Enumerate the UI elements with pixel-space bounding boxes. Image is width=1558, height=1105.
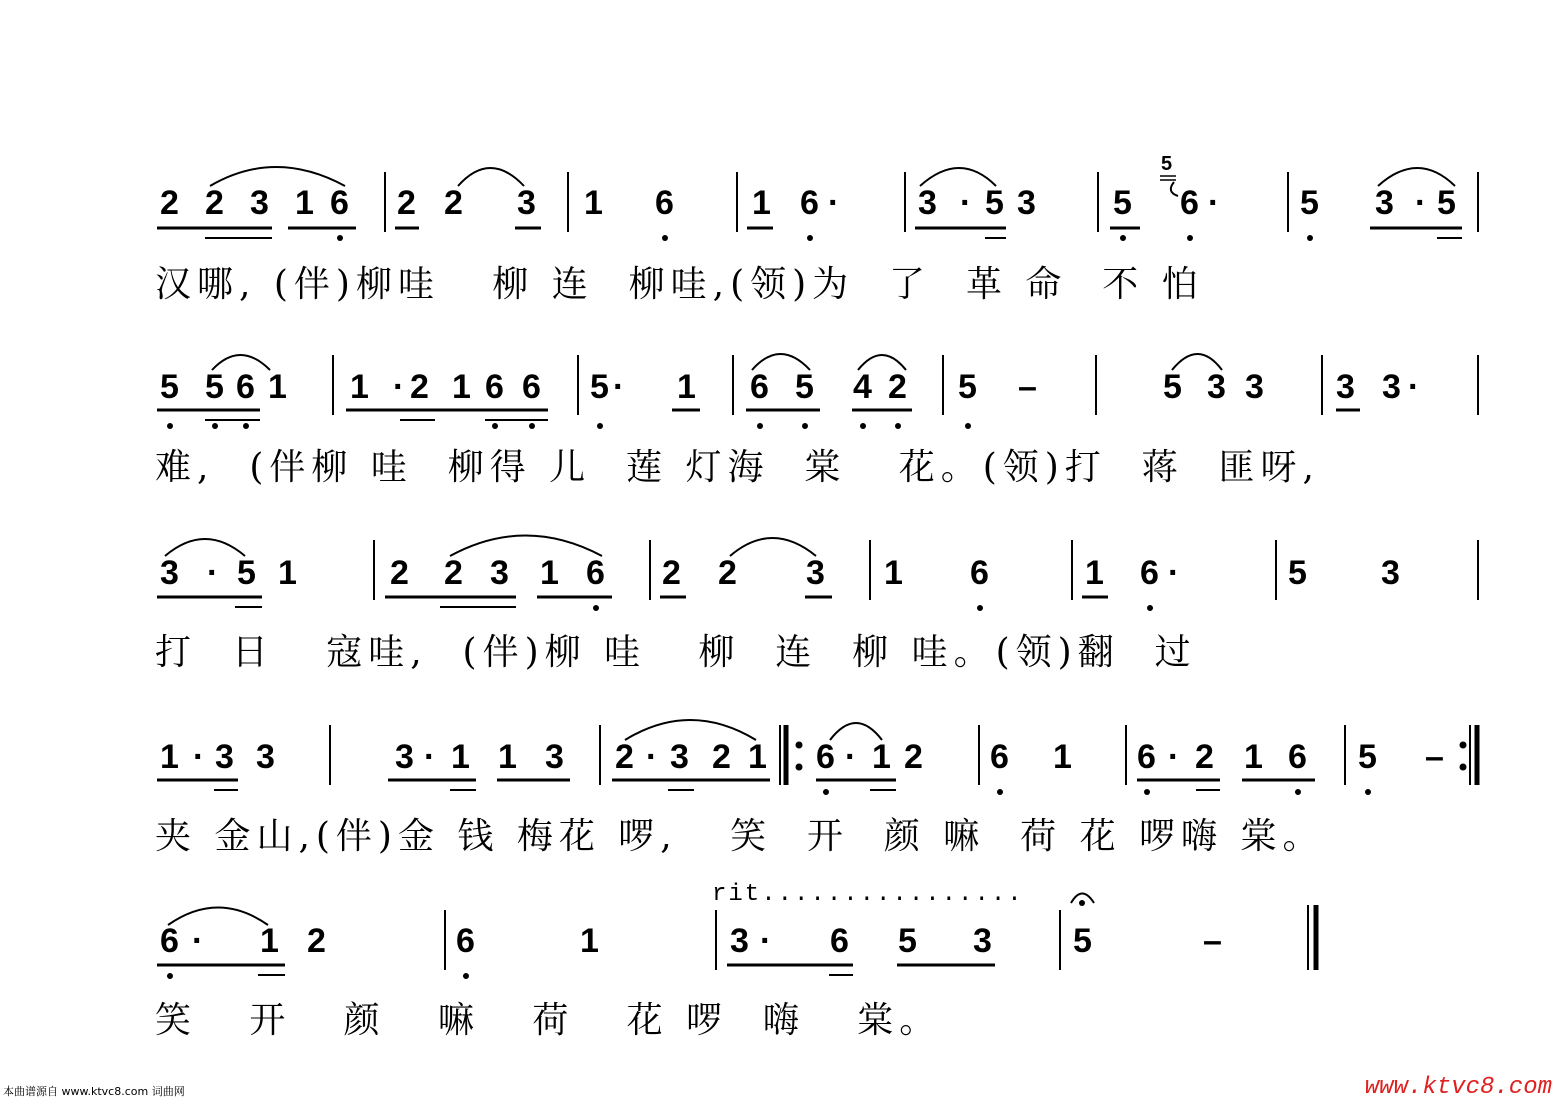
note-digit: 6 xyxy=(330,184,349,222)
note-digit: 1 xyxy=(268,368,287,406)
note-digit: 5 xyxy=(1288,554,1307,592)
low-octave-dot xyxy=(593,605,599,611)
rit-marking: rit................ xyxy=(712,881,1024,908)
note-digit: 6 xyxy=(1180,184,1199,222)
note-digit: 2 xyxy=(718,554,737,592)
note-digit: 5 xyxy=(958,368,977,406)
note-digit: 2 xyxy=(444,184,463,222)
note-digit: 6 xyxy=(160,922,179,960)
lyric-line-4: 夹 金山,(伴)金 钱 梅花 啰, 笑 开 颜 嘛 荷 花 啰嗨 棠。 xyxy=(155,816,1325,857)
note-digit: 5 xyxy=(1073,922,1092,960)
note-digit: 5 xyxy=(985,184,1004,222)
note-digit: 2 xyxy=(662,554,681,592)
note-digit: 2 xyxy=(444,554,463,592)
note-digit: 5 xyxy=(237,554,256,592)
note-digit: 1 xyxy=(278,554,297,592)
low-octave-dot xyxy=(1187,235,1193,241)
low-octave-dot xyxy=(757,423,763,429)
note-digit: 2 xyxy=(410,368,429,406)
lyric-line-3: 打 日 寇哇, (伴)柳 哇 柳 连 柳 哇。(领)翻 过 xyxy=(155,632,1197,673)
dot-extension: · xyxy=(1408,368,1420,406)
note-digit: 3 xyxy=(256,738,275,776)
note-digit: 1 xyxy=(677,368,696,406)
note-digit: 5 xyxy=(1437,184,1456,222)
low-octave-dot xyxy=(492,423,498,429)
low-octave-dot xyxy=(1365,789,1371,795)
note-digit: 1 xyxy=(872,738,891,776)
note-digit: 1 xyxy=(1085,554,1104,592)
note-digit: 2 xyxy=(390,554,409,592)
note-digit: 2 xyxy=(160,184,179,222)
note-digit: 1 xyxy=(540,554,559,592)
low-octave-dot xyxy=(977,605,983,611)
low-octave-dot xyxy=(212,423,218,429)
note-digit: 1 xyxy=(160,738,179,776)
note-digit: 3 xyxy=(545,738,564,776)
note-digit: 6 xyxy=(816,738,835,776)
low-octave-dot xyxy=(997,789,1003,795)
low-octave-dot xyxy=(662,235,668,241)
note-digit: 6 xyxy=(456,922,475,960)
note-digit: 1 xyxy=(1053,738,1072,776)
source-credit: 本曲谱源自 www.ktvc8.com 词曲网 xyxy=(3,1085,185,1098)
note-digit: 2 xyxy=(1195,738,1214,776)
low-octave-dot xyxy=(337,235,343,241)
note-digit: 3 xyxy=(918,184,937,222)
dot-extension: · xyxy=(960,184,972,222)
note-digit: 3 xyxy=(517,184,536,222)
low-octave-dot xyxy=(802,423,808,429)
note-digit: 5 xyxy=(590,368,609,406)
dot-extension: · xyxy=(760,922,772,960)
dot-extension: · xyxy=(192,922,204,960)
note-digit: 3 xyxy=(670,738,689,776)
note-digit: 6 xyxy=(1288,738,1307,776)
low-octave-dot xyxy=(823,789,829,795)
note-digit: 2 xyxy=(205,184,224,222)
note-digit: 3 xyxy=(1375,184,1394,222)
note-digit: 3 xyxy=(250,184,269,222)
dash-extension: – xyxy=(1425,738,1444,776)
low-octave-dot xyxy=(895,423,901,429)
note-digit: 5 xyxy=(1358,738,1377,776)
note-digit: 6 xyxy=(830,922,849,960)
note-digit: 1 xyxy=(884,554,903,592)
dot-extension: · xyxy=(393,368,405,406)
note-digit: 1 xyxy=(451,738,470,776)
note-digit: 2 xyxy=(615,738,634,776)
note-digit: 2 xyxy=(904,738,923,776)
note-digit: 6 xyxy=(485,368,504,406)
note-digit: 6 xyxy=(800,184,819,222)
low-octave-dot xyxy=(1147,605,1153,611)
lyric-line-2: 难, (伴柳 哇 柳得 儿 莲 灯海 棠 花。(领)打 蒋 匪呀, xyxy=(155,447,1321,488)
note-digit: 5 xyxy=(1163,368,1182,406)
note-digit: 3 xyxy=(1245,368,1264,406)
note-digit: 6 xyxy=(1137,738,1156,776)
dot-extension: · xyxy=(424,738,436,776)
note-digit: 1 xyxy=(748,738,767,776)
watermark-url: www.ktvc8.com xyxy=(1364,1074,1552,1101)
dash-extension: – xyxy=(1018,368,1037,406)
low-octave-dot xyxy=(1295,789,1301,795)
note-digit: 3 xyxy=(1207,368,1226,406)
note-digit: 3 xyxy=(730,922,749,960)
note-digit: 6 xyxy=(236,368,255,406)
note-digit: 1 xyxy=(452,368,471,406)
grace-note: 5 xyxy=(1161,153,1173,175)
note-digit: 1 xyxy=(580,922,599,960)
dot-extension: · xyxy=(646,738,658,776)
low-octave-dot xyxy=(529,423,535,429)
note-digit: 5 xyxy=(898,922,917,960)
note-digit: 6 xyxy=(586,554,605,592)
note-digit: 6 xyxy=(522,368,541,406)
note-digit: 6 xyxy=(655,184,674,222)
low-octave-dot xyxy=(243,423,249,429)
note-digit: 3 xyxy=(1336,368,1355,406)
note-digit: 5 xyxy=(160,368,179,406)
note-digit: 6 xyxy=(990,738,1009,776)
lyric-line-1: 汉哪, (伴)柳哇 柳 连 柳哇,(领)为 了 革 命 不 怕 xyxy=(155,264,1204,305)
note-digit: 3 xyxy=(973,922,992,960)
low-octave-dot xyxy=(807,235,813,241)
low-octave-dot xyxy=(167,973,173,979)
dot-extension: · xyxy=(1168,738,1180,776)
note-digit: 6 xyxy=(970,554,989,592)
note-digit: 1 xyxy=(295,184,314,222)
low-octave-dot xyxy=(463,973,469,979)
note-digit: 5 xyxy=(1113,184,1132,222)
note-digit: 6 xyxy=(1140,554,1159,592)
dot-extension: · xyxy=(828,184,840,222)
note-digit: 1 xyxy=(584,184,603,222)
note-digit: 5 xyxy=(1300,184,1319,222)
dot-extension: · xyxy=(1208,184,1220,222)
dot-extension: · xyxy=(193,738,205,776)
dot-extension: · xyxy=(1415,184,1427,222)
note-digit: 3 xyxy=(395,738,414,776)
note-digit: 1 xyxy=(752,184,771,222)
low-octave-dot xyxy=(1120,235,1126,241)
note-digit: 5 xyxy=(795,368,814,406)
low-octave-dot xyxy=(965,423,971,429)
low-octave-dot xyxy=(860,423,866,429)
dot-extension: · xyxy=(845,738,857,776)
lyric-line-5: 笑 开 颜 嘛 荷 花 啰 嗨 棠。 xyxy=(155,1000,942,1041)
low-octave-dot xyxy=(167,423,173,429)
low-octave-dot xyxy=(597,423,603,429)
note-digit: 3 xyxy=(490,554,509,592)
dot-extension: · xyxy=(1168,554,1180,592)
note-digit: 2 xyxy=(307,922,326,960)
note-digit: 1 xyxy=(350,368,369,406)
note-digit: 2 xyxy=(888,368,907,406)
low-octave-dot xyxy=(1307,235,1313,241)
note-digit: 3 xyxy=(1381,554,1400,592)
note-digit: 3 xyxy=(1017,184,1036,222)
note-digit: 2 xyxy=(397,184,416,222)
dot-extension: · xyxy=(613,368,625,406)
dot-extension: · xyxy=(207,554,219,592)
note-digit: 5 xyxy=(205,368,224,406)
low-octave-dot xyxy=(1144,789,1150,795)
note-digit: 3 xyxy=(215,738,234,776)
note-digit: 1 xyxy=(1244,738,1263,776)
dash-extension: – xyxy=(1203,922,1222,960)
note-digit: 1 xyxy=(260,922,279,960)
note-digit: 1 xyxy=(498,738,517,776)
note-digit: 4 xyxy=(853,368,872,406)
note-digit: 6 xyxy=(750,368,769,406)
note-digit: 3 xyxy=(806,554,825,592)
note-digit: 3 xyxy=(160,554,179,592)
note-digit: 3 xyxy=(1382,368,1401,406)
note-digit: 2 xyxy=(712,738,731,776)
